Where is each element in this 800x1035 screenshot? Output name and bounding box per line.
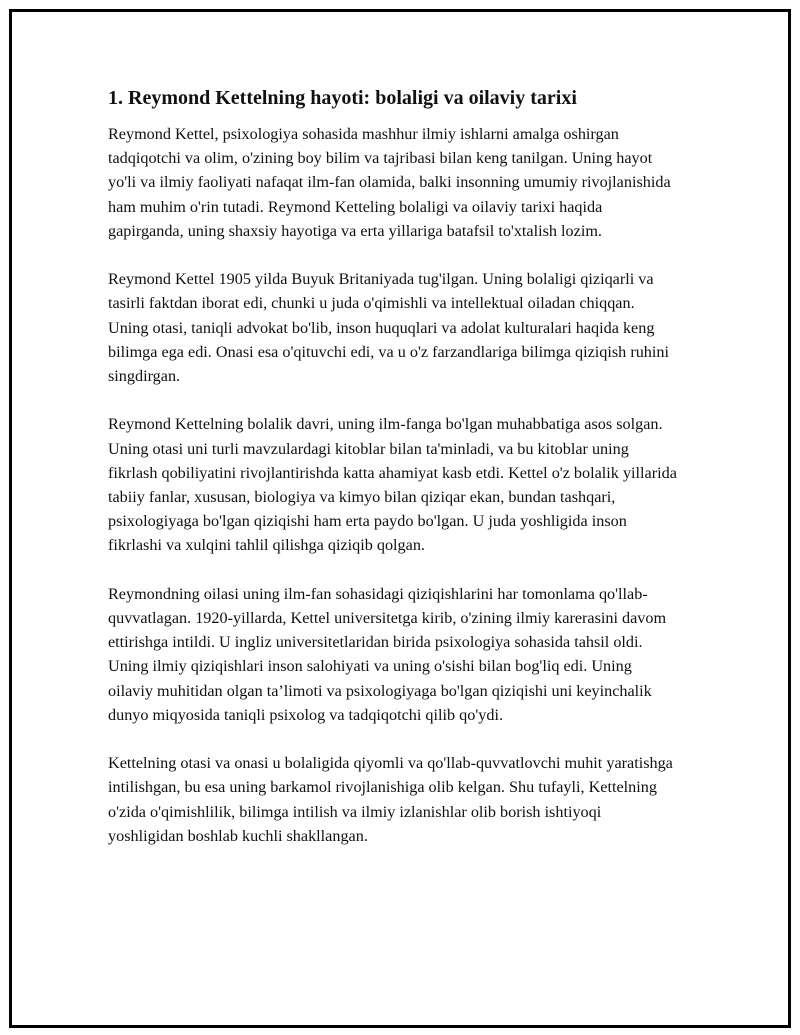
paragraph-4: Reymondning oilasi uning ilm-fan sohasidagi qiziqishlarini har tomonlama qo'llab-quvvatlagan. 1920-yillarda, Kettel universitetga kirib, o'zining ilmiy karerasini davom ettirishga intildi. U ingliz universitetlaridan birida psixologiya sohasida tahsil oldi. Uning ilmiy qiziqishlari inson salohiyati va uning o'sishi bilan bog'liq edi. Uning oilaviy muhitidan olgan ta’limoti va psixologiyaga bo'lgan qiziqishi uni keyinchalik dunyo miqyosida taniqli psixolog va tadqiqotchi qilib qo'ydi. bbox=[108, 584, 667, 724]
paragraph-2: Reymond Kettel 1905 yilda Buyuk Britaniyada tug'ilgan. Uning bolaligi qiziqarli va tasirli faktdan iborat edi, chunki u juda o'qimishli va intellektual oiladan chiqqan. Uning otasi, taniqli advokat bo'lib, inson huquqlari va adolat kulturalari haqida keng bilimga ega edi. Onasi esa o'qituvchi edi, va u o'z farzandlariga bilimga qiziqish ruhini singdirgan. bbox=[108, 270, 669, 386]
section-title: 1. Reymond Kettelning hayoti: bolaligi va oilaviy tarixi bbox=[108, 87, 577, 109]
paragraph-3: Reymond Kettelning bolalik davri, uning ilm-fanga bo'lgan muhabbatiga asos solgan. Uning otasi uni turli mavzulardagi kitoblar bilan ta'minladi, va bu kitoblar uning fikrlash qobiliyatini rivojlantirishda katta ahamiyat kasb etdi. Kettel o'z bolalik yillarida tabiiy fanlar, xususan, biologiya va kimyo bilan qiziqar ekan, bundan tashqari, psixologiyaga bo'lgan qiziqishi ham erta paydo bo'lgan. U juda yoshligida inson fikrlashi va xulqini tahlil qilishga qiziqib qolgan. bbox=[108, 415, 677, 555]
paragraph-1: Reymond Kettel, psixologiya sohasida mashhur ilmiy ishlarni amalga oshirgan tadqiqotchi va olim, o'zining boy bilim va tajribasi bilan keng tanilgan. Uning hayot yo'li va ilmiy faoliyati nafaqat ilm-fan olamida, balki insonning umumiy rivojlanishida ham muhim o'rin tutadi. Reymond Ketteling bolaligi va oilaviy tarixi haqida gapirganda, uning shaxsiy hayotiga va erta yillariga batafsil to'xtalish lozim. bbox=[108, 125, 671, 240]
paragraph-5: Kettelning otasi va onasi u bolaligida qiyomli va qo'llab-quvvatlovchi muhit yaratishga intilishgan, bu esa uning barkamol rivojlanishiga olib kelgan. Shu tufayli, Kettelning o'zida o'qimishlilik, bilimga intilish va ilmiy izlanishlar olib borish ishtiyoqi yoshligidan boshlab kuchli shakllangan. bbox=[108, 754, 673, 845]
document-body bbox=[108, 86, 678, 848]
